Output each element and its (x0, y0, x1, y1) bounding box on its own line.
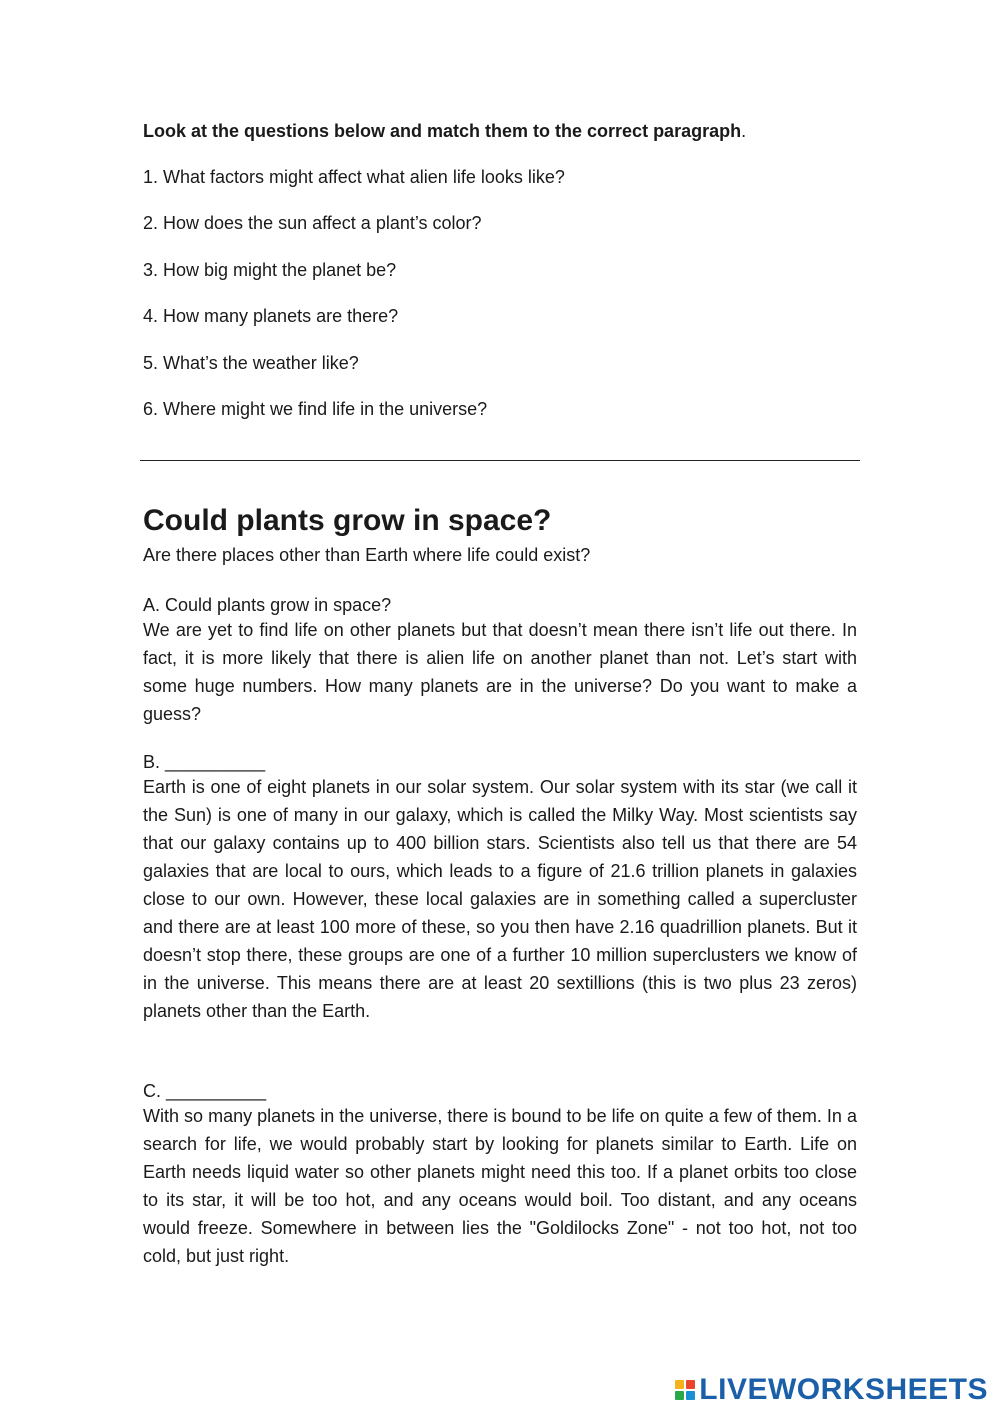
question-item: 4. How many planets are there? (143, 306, 399, 327)
question-item: 2. How does the sun affect a plant’s color? (143, 213, 482, 234)
paragraph-b (143, 749, 857, 1025)
question-item: 6. Where might we find life in the universe? (143, 398, 488, 419)
paragraph-heading-blank[interactable]: C. __________ (143, 1081, 267, 1101)
logo-square-icon (686, 1391, 695, 1400)
questions-list (143, 164, 565, 442)
question-item: 1. What factors might affect what alien life looks like? (143, 167, 565, 187)
liveworksheets-logo (675, 1374, 988, 1406)
logo-mark-icon (675, 1380, 695, 1400)
article-subtitle: Are there places other than Earth where life could exist? (143, 545, 591, 565)
paragraph-heading-blank[interactable]: B. __________ (143, 752, 266, 772)
question-item: 3. How big might the planet be? (143, 259, 397, 280)
logo-square-icon (686, 1380, 695, 1389)
logo-text: LIVEWORKSHEETS (699, 1373, 988, 1406)
instructions-text: Look at the questions below and match them to the correct paragraph (143, 121, 742, 141)
paragraph-a (143, 592, 857, 728)
article-title: Could plants grow in space? (143, 504, 552, 537)
paragraph-body: Earth is one of eight planets in our solar system. Our solar system with its star (we call it the Sun) is one of many in our galaxy, which is called the Milky Way. Most scientists say that our galaxy contains up to 400 billion stars. Scientists also tell us that there are 54 galaxies that are local to ours, which leads to a figure of 21.6 trillion planets in galaxies close to our own. However, these local galaxies are in something called a supercluster and there are at least 100 more of these, so you then have 2.16 quadrillion planets. But it doesn’t stop there, these groups are one of a further 10 million superclusters we know of in the universe. This means there are at least 20 sextillions (this is two plus 23 zeros) planets other than the Earth. (143, 777, 857, 1021)
question-item: 5. What’s the weather like? (143, 352, 359, 373)
paragraph-c (143, 1078, 857, 1270)
logo-square-icon (675, 1391, 684, 1400)
paragraph-body: We are yet to find life on other planets but that doesn’t mean there isn’t life out there. In fact, it is more likely that there is alien life on another planet than not. Let’s start with some huge numbers. How many planets are in the universe? Do you want to make a guess? (143, 620, 857, 724)
paragraph-heading: A. Could plants grow in space? (143, 595, 392, 615)
divider (140, 460, 860, 461)
instructions (143, 118, 859, 144)
paragraph-body: With so many planets in the universe, there is bound to be life on quite a few of them. In a search for life, we would probably start by looking for planets similar to Earth. Life on Earth needs liquid water so other planets might need this too. If a planet orbits too close to its star, it will be too hot, and any oceans would boil. Too distant, and any oceans would freeze. Somewhere in between lies the "Goldilocks Zone" - not too hot, not too cold, but just right. (143, 1106, 857, 1266)
instructions-period: . (741, 121, 747, 141)
logo-square-icon (675, 1380, 684, 1389)
